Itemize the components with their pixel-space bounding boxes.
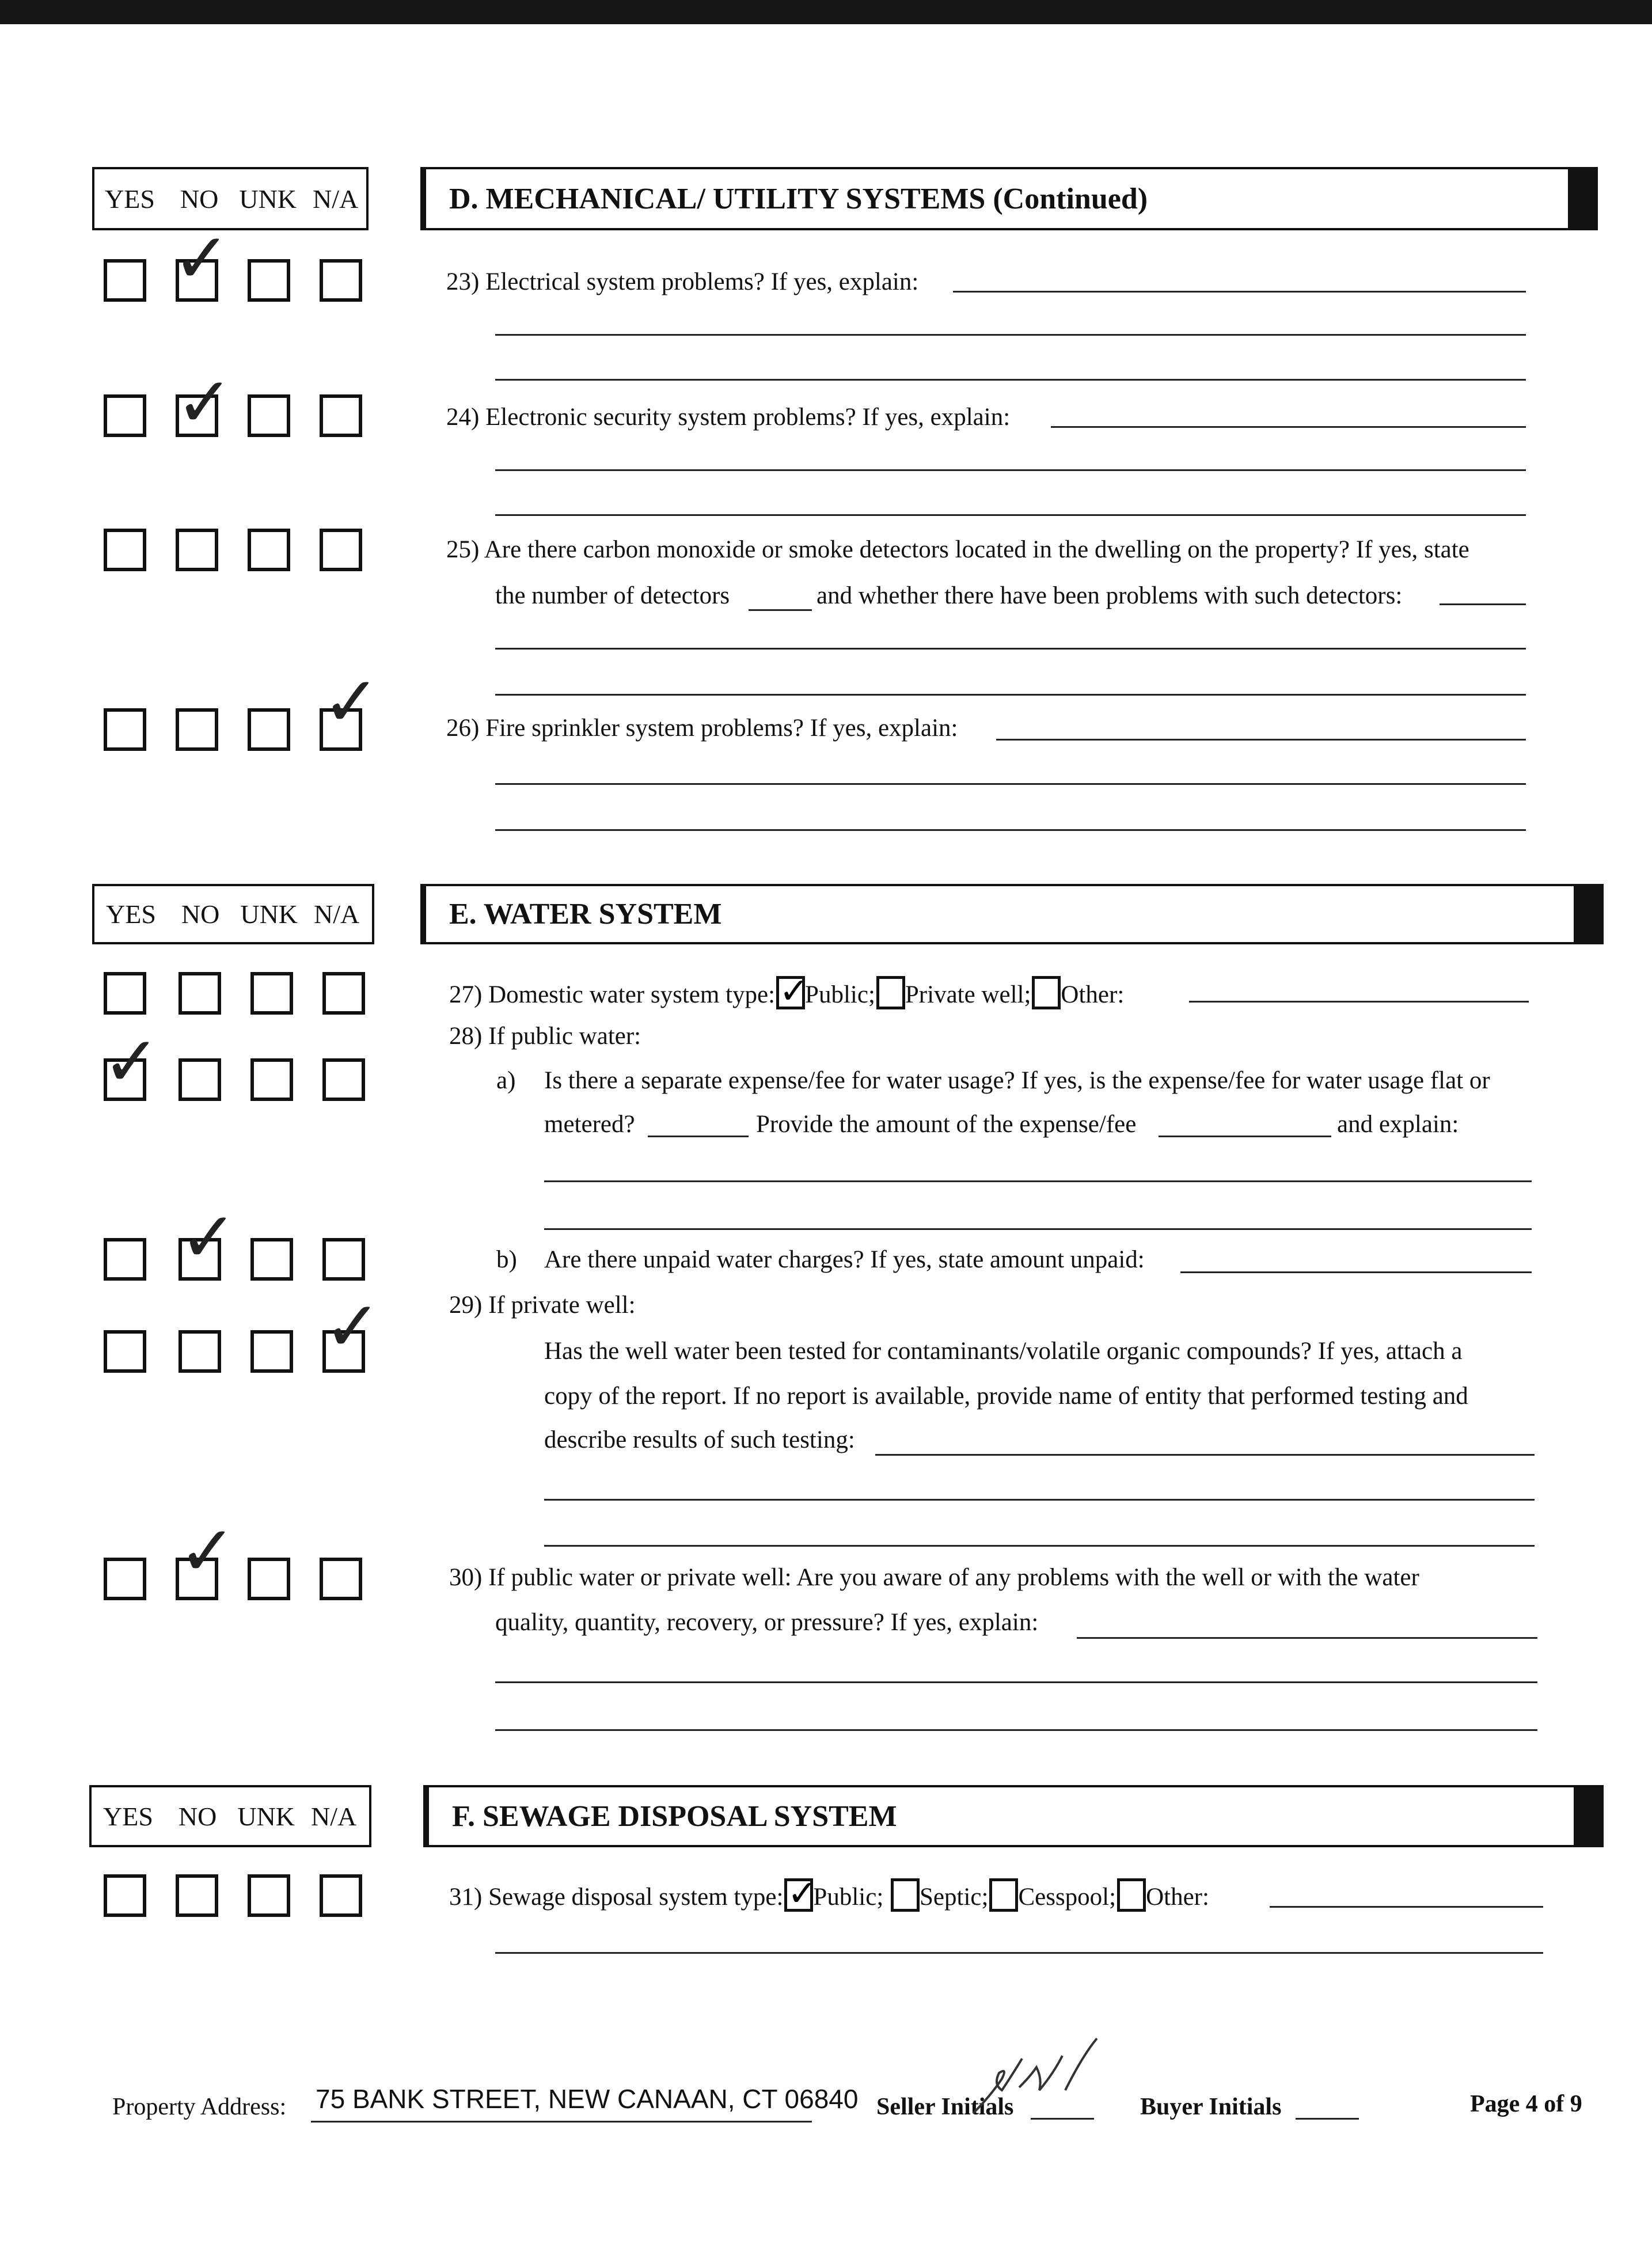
- q27-other-line[interactable]: [1189, 1001, 1529, 1003]
- question-26: 26) Fire sprinkler system problems? If yes, explain:: [446, 715, 958, 742]
- question-28b: Are there unpaid water charges? If yes, state amount unpaid:: [544, 1246, 1145, 1273]
- q28a-no-checkbox[interactable]: [179, 1058, 221, 1101]
- sewage-public-label: Public;: [813, 1884, 884, 1911]
- q28b-na-checkbox[interactable]: [322, 1238, 365, 1281]
- q26-answer-line-2[interactable]: [495, 783, 1526, 785]
- question-28a-line-2a: metered?: [544, 1111, 635, 1138]
- q25-yes-checkbox[interactable]: [104, 529, 146, 571]
- footer-address-value: 75 BANK STREET, NEW CANAAN, CT 06840: [316, 2084, 859, 2114]
- q29-answer-line-2[interactable]: [544, 1499, 1535, 1501]
- water-public-checkbox[interactable]: [776, 970, 809, 1012]
- q28b-yes-checkbox[interactable]: [104, 1238, 146, 1281]
- q28a-metered-field[interactable]: [648, 1136, 749, 1137]
- q26-yes-checkbox[interactable]: [104, 708, 146, 751]
- q31-yes-checkbox[interactable]: [104, 1874, 146, 1917]
- q29-na-checkmark: ✓: [324, 1287, 382, 1367]
- col-unk: UNK: [237, 1801, 295, 1831]
- q26-unk-checkbox[interactable]: [248, 708, 290, 751]
- q23-no-checkmark: ✓: [173, 219, 231, 299]
- question-25-line-2-post: and whether there have been problems with such detectors:: [816, 582, 1403, 609]
- q25-detector-count-field[interactable]: [749, 609, 812, 611]
- q23-answer-line-3[interactable]: [495, 379, 1526, 381]
- q27-na-checkbox[interactable]: [322, 972, 365, 1015]
- question-23: 23) Electrical system problems? If yes, explain:: [446, 268, 919, 295]
- q24-answer-line-2[interactable]: [495, 469, 1526, 471]
- q27-no-checkbox[interactable]: [179, 972, 221, 1015]
- q30-yes-checkbox[interactable]: [104, 1558, 146, 1600]
- q24-na-checkbox[interactable]: [320, 394, 362, 437]
- answer-columns-header-e: [92, 884, 374, 944]
- q31-answer-line-2[interactable]: [495, 1952, 1543, 1954]
- question-28a-line-1: Is there a separate expense/fee for water usage? If yes, is the expense/fee for water usage flat or: [544, 1067, 1490, 1094]
- q26-answer-line-1[interactable]: [996, 739, 1526, 741]
- water-private-well-label: Private well;: [905, 981, 1031, 1008]
- col-yes: YES: [105, 184, 155, 214]
- q24-no-checkmark: ✓: [176, 363, 234, 443]
- q27-label: 27) Domestic water system type:: [449, 981, 776, 1008]
- question-29: 29) If private well:: [449, 1292, 636, 1319]
- q28a-answer-line-1[interactable]: [544, 1180, 1532, 1182]
- q28a-yes-checkmark: ✓: [102, 1022, 161, 1102]
- q26-na-checkmark: ✓: [322, 662, 381, 742]
- scan-top-edge: [0, 0, 1652, 24]
- q31-label: 31) Sewage disposal system type:: [449, 1884, 784, 1911]
- q25-answer-line-1[interactable]: [1440, 603, 1526, 605]
- q28a-unk-checkbox[interactable]: [250, 1058, 293, 1101]
- q30-no-checkmark: ✓: [179, 1512, 237, 1592]
- q28b-amount-line[interactable]: [1180, 1271, 1532, 1273]
- q30-na-checkbox[interactable]: [320, 1558, 362, 1600]
- question-27: [449, 970, 1125, 1012]
- q23-unk-checkbox[interactable]: [248, 259, 290, 302]
- sewage-cesspool-label: Cesspool;: [1018, 1884, 1116, 1911]
- footer-address-label: Property Address:: [112, 2094, 287, 2120]
- q31-no-checkbox[interactable]: [176, 1874, 218, 1917]
- q24-unk-checkbox[interactable]: [248, 394, 290, 437]
- q31-other-line[interactable]: [1270, 1906, 1543, 1908]
- seller-initials-signature: [967, 2033, 1106, 2119]
- col-no: NO: [181, 899, 220, 929]
- water-private-well-checkbox[interactable]: [876, 976, 905, 1009]
- col-na: N/A: [311, 1801, 357, 1831]
- question-28a-line-2c: and explain:: [1337, 1111, 1459, 1138]
- sewage-cesspool-checkbox[interactable]: [989, 1878, 1018, 1912]
- q25-answer-line-3[interactable]: [495, 694, 1526, 696]
- sewage-septic-label: Septic;: [920, 1884, 989, 1911]
- q29-no-checkbox[interactable]: [179, 1330, 221, 1373]
- col-unk: UNK: [239, 184, 297, 214]
- col-unk: UNK: [240, 899, 298, 929]
- q28b-unk-checkbox[interactable]: [250, 1238, 293, 1281]
- q30-answer-line-2[interactable]: [495, 1681, 1537, 1683]
- q23-yes-checkbox[interactable]: [104, 259, 146, 302]
- col-yes: YES: [106, 899, 156, 929]
- question-30-line-2: quality, quantity, recovery, or pressure? If yes, explain:: [495, 1609, 1039, 1636]
- col-na: N/A: [314, 899, 360, 929]
- question-29-line-1: Has the well water been tested for contaminants/volatile organic compounds? If yes, attach a: [544, 1338, 1463, 1365]
- q25-no-checkbox[interactable]: [176, 529, 218, 571]
- q24-answer-line-1[interactable]: [1051, 426, 1526, 428]
- q23-na-checkbox[interactable]: [320, 259, 362, 302]
- question-28a-line-2b: Provide the amount of the expense/fee: [756, 1111, 1137, 1138]
- q31-unk-checkbox[interactable]: [248, 1874, 290, 1917]
- sewage-other-label: Other:: [1146, 1884, 1209, 1911]
- question-31: [449, 1872, 1209, 1914]
- q28b-no-checkmark: ✓: [180, 1198, 238, 1278]
- q30-answer-line-1[interactable]: [1077, 1637, 1537, 1639]
- section-f-title: F. SEWAGE DISPOSAL SYSTEM: [423, 1785, 1604, 1847]
- footer-seller-initials-label: Seller Initials: [876, 2094, 1014, 2120]
- col-no: NO: [178, 1801, 217, 1831]
- q29-unk-checkbox[interactable]: [250, 1330, 293, 1373]
- q25-na-checkbox[interactable]: [320, 529, 362, 571]
- section-e-title: E. WATER SYSTEM: [420, 884, 1604, 944]
- question-29-line-3: describe results of such testing:: [544, 1426, 855, 1453]
- q26-no-checkbox[interactable]: [176, 708, 218, 751]
- q30-answer-line-3[interactable]: [495, 1729, 1537, 1731]
- q25-answer-line-2[interactable]: [495, 648, 1526, 650]
- section-d-title: D. MECHANICAL/ UTILITY SYSTEMS (Continued): [420, 167, 1598, 230]
- water-public-label: Public;: [805, 981, 875, 1008]
- question-29-line-2: copy of the report. If no report is available, provide name of entity that performed testing and: [544, 1383, 1468, 1410]
- question-28: 28) If public water:: [449, 1023, 641, 1050]
- sewage-public-checkmark: ✓: [787, 1872, 818, 1914]
- footer-address-line: [311, 2121, 812, 2123]
- water-public-checkmark: ✓: [779, 970, 809, 1012]
- q28a-label: a): [496, 1067, 516, 1094]
- q26-answer-line-3[interactable]: [495, 829, 1526, 831]
- question-30-line-1: 30) If public water or private well: Are you aware of any problems with the well or with the water: [449, 1564, 1419, 1591]
- question-24: 24) Electronic security system problems? If yes, explain:: [446, 404, 1011, 431]
- footer-page-number: Page 4 of 9: [1470, 2091, 1582, 2117]
- q29-answer-line-3[interactable]: [544, 1545, 1535, 1547]
- water-other-checkbox[interactable]: [1032, 976, 1061, 1009]
- q30-unk-checkbox[interactable]: [248, 1558, 290, 1600]
- q25-unk-checkbox[interactable]: [248, 529, 290, 571]
- water-other-label: Other:: [1061, 981, 1125, 1008]
- q28b-label: b): [496, 1246, 517, 1273]
- sewage-septic-checkbox[interactable]: [891, 1878, 920, 1912]
- q24-yes-checkbox[interactable]: [104, 394, 146, 437]
- q23-answer-line-2[interactable]: [495, 334, 1526, 336]
- answer-columns-header-f: [89, 1785, 371, 1847]
- col-na: N/A: [313, 184, 359, 214]
- q28a-na-checkbox[interactable]: [322, 1058, 365, 1101]
- buyer-initials-line[interactable]: [1296, 2118, 1359, 2120]
- q27-unk-checkbox[interactable]: [250, 972, 293, 1015]
- question-25-line-1: 25) Are there carbon monoxide or smoke detectors located in the dwelling on the property? If yes, state: [446, 536, 1469, 563]
- q27-yes-checkbox[interactable]: [104, 972, 146, 1015]
- footer-buyer-initials-label: Buyer Initials: [1140, 2094, 1282, 2120]
- sewage-public-checkbox[interactable]: [784, 1872, 818, 1914]
- q28a-answer-line-2[interactable]: [544, 1228, 1532, 1230]
- col-no: NO: [180, 184, 219, 214]
- q29-yes-checkbox[interactable]: [104, 1330, 146, 1373]
- q31-na-checkbox[interactable]: [320, 1874, 362, 1917]
- col-yes: YES: [103, 1801, 153, 1831]
- q23-answer-line-1[interactable]: [953, 291, 1526, 293]
- q24-answer-line-3[interactable]: [495, 514, 1526, 516]
- q29-answer-line-1[interactable]: [875, 1454, 1535, 1456]
- question-25-line-2-pre: the number of detectors: [495, 582, 730, 609]
- sewage-other-checkbox[interactable]: [1117, 1878, 1146, 1912]
- q28a-amount-field[interactable]: [1159, 1136, 1331, 1137]
